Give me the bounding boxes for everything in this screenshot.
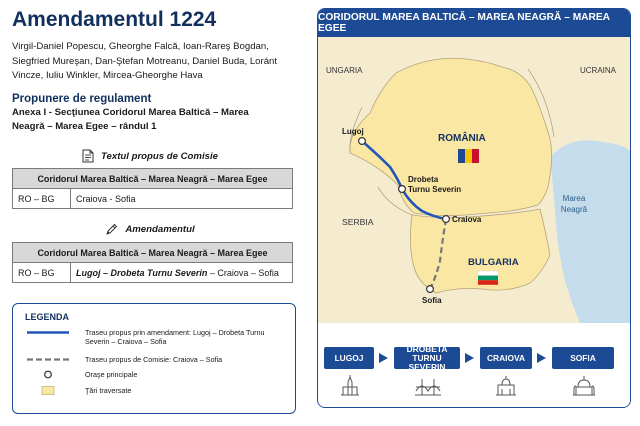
sea-label-line1: Marea xyxy=(562,194,586,203)
legend-item-amendment-route xyxy=(25,328,285,346)
legend-item-label: Ţări traversate xyxy=(85,386,132,395)
table-cell-code: RO – BG xyxy=(13,189,71,209)
flow-step-lugoj: LUGOJ xyxy=(324,347,374,369)
route-amended-part: Lugoj – Drobeta Turnu Severin xyxy=(76,267,208,278)
corridor-map xyxy=(318,37,631,323)
country-label-ukraine: UCRAINA xyxy=(580,66,617,75)
flow-step-craiova: CRAIOVA xyxy=(480,347,532,369)
church-icon xyxy=(339,375,361,397)
table-cell-route: Craiova - Sofia xyxy=(71,189,293,209)
table-row xyxy=(13,263,293,283)
city-label-sofia: Sofia xyxy=(422,296,442,305)
flow-step-sofia: SOFIA xyxy=(552,347,614,369)
city-marker-lugoj xyxy=(359,138,366,145)
table-row xyxy=(13,189,293,209)
corridor-map-panel xyxy=(317,8,631,408)
city-marker-craiova xyxy=(443,216,450,223)
route-flow xyxy=(318,323,631,408)
sea-label-line2: Neagră xyxy=(560,205,588,214)
city-label-craiova: Craiova xyxy=(452,215,482,224)
legend-item-cities xyxy=(25,370,285,379)
legend-item-label: Traseu propus de Comisie: Craiova – Sofia xyxy=(85,355,223,364)
city-label-drobeta-line1: Drobeta xyxy=(408,175,439,184)
commission-table xyxy=(12,168,293,209)
dashed-grey-line-icon xyxy=(25,355,85,364)
country-label-bulgaria: BULGARIA xyxy=(468,257,519,268)
arrow-right-icon xyxy=(465,353,474,363)
country-label-serbia: SERBIA xyxy=(342,217,374,227)
amendment-table xyxy=(12,242,293,283)
bulgaria-flag-icon xyxy=(478,271,498,285)
route-rest: – Craiova – Sofia xyxy=(207,267,279,278)
legend-item-countries xyxy=(25,386,285,395)
table-header-row xyxy=(13,169,293,189)
amendment-caption xyxy=(0,223,300,236)
city-marker-sofia xyxy=(427,286,434,293)
commission-caption xyxy=(0,149,300,163)
bridge-icon xyxy=(415,375,441,397)
flow-step-drobeta xyxy=(394,343,460,372)
table-cell-route xyxy=(71,263,293,283)
palace-icon xyxy=(495,375,517,397)
table-cell-code: RO – BG xyxy=(13,263,71,283)
romania-flag-icon xyxy=(458,149,479,163)
annex-reference: Anexa I - Secţiunea Coridorul Marea Baltică – Marea Neagră – Marea Egee – rândul 1 xyxy=(12,107,249,132)
flow-step-label-line1: DROBETA xyxy=(406,343,448,354)
amendment-title: Amendamentul 1224 xyxy=(12,8,217,31)
pencil-icon xyxy=(105,223,118,236)
map-title: CORIDORUL MAREA BALTICĂ – MAREA NEAGRĂ – MAREA EGEE xyxy=(318,9,631,37)
legend-item-label: Oraşe principale xyxy=(85,370,138,379)
table-header: Coridorul Marea Baltică – Marea Neagră – Marea Egee xyxy=(13,169,293,189)
flow-step-label-line2: TURNU SEVERIN xyxy=(408,352,446,372)
legend-item-commission-route xyxy=(25,355,285,364)
legend-item-label: Traseu propus prin amendament: Lugoj – Drobeta Turnu Severin – Craiova – Sofia xyxy=(85,328,265,346)
city-circle-icon xyxy=(25,370,85,379)
amendment-caption-text: Amendamentul xyxy=(125,224,195,235)
document-icon xyxy=(82,149,94,163)
country-label-romania: ROMÂNIA xyxy=(438,133,486,144)
city-label-drobeta-line2: Turnu Severin xyxy=(408,185,462,194)
table-header-row xyxy=(13,243,293,263)
commission-caption-text: Textul propus de Comisie xyxy=(101,150,218,162)
arrow-right-icon xyxy=(379,353,388,363)
legend-title: LEGENDA xyxy=(25,312,70,322)
cathedral-icon xyxy=(572,375,596,397)
amendment-details xyxy=(0,0,310,426)
yellow-area-icon xyxy=(25,386,85,395)
city-marker-drobeta xyxy=(399,186,406,193)
table-header: Coridorul Marea Baltică – Marea Neagră – Marea Egee xyxy=(13,243,293,263)
arrow-right-icon xyxy=(537,353,546,363)
solid-blue-line-icon xyxy=(25,328,85,337)
authors-list: Virgil-Daniel Popescu, Gheorghe Falcă, Ioan-Rareş Bogdan, Siegfried Mureşan, Dan-Ştefan Motreanu, Daniel Buda, Loránt Vincze, Iuliu Winkler, Mircea-Gheorghe Hava xyxy=(12,41,278,82)
legend-box xyxy=(12,303,296,414)
country-label-hungary: UNGARIA xyxy=(326,66,363,75)
proposal-title: Propunere de regulament xyxy=(12,93,152,105)
city-label-lugoj: Lugoj xyxy=(342,127,364,136)
